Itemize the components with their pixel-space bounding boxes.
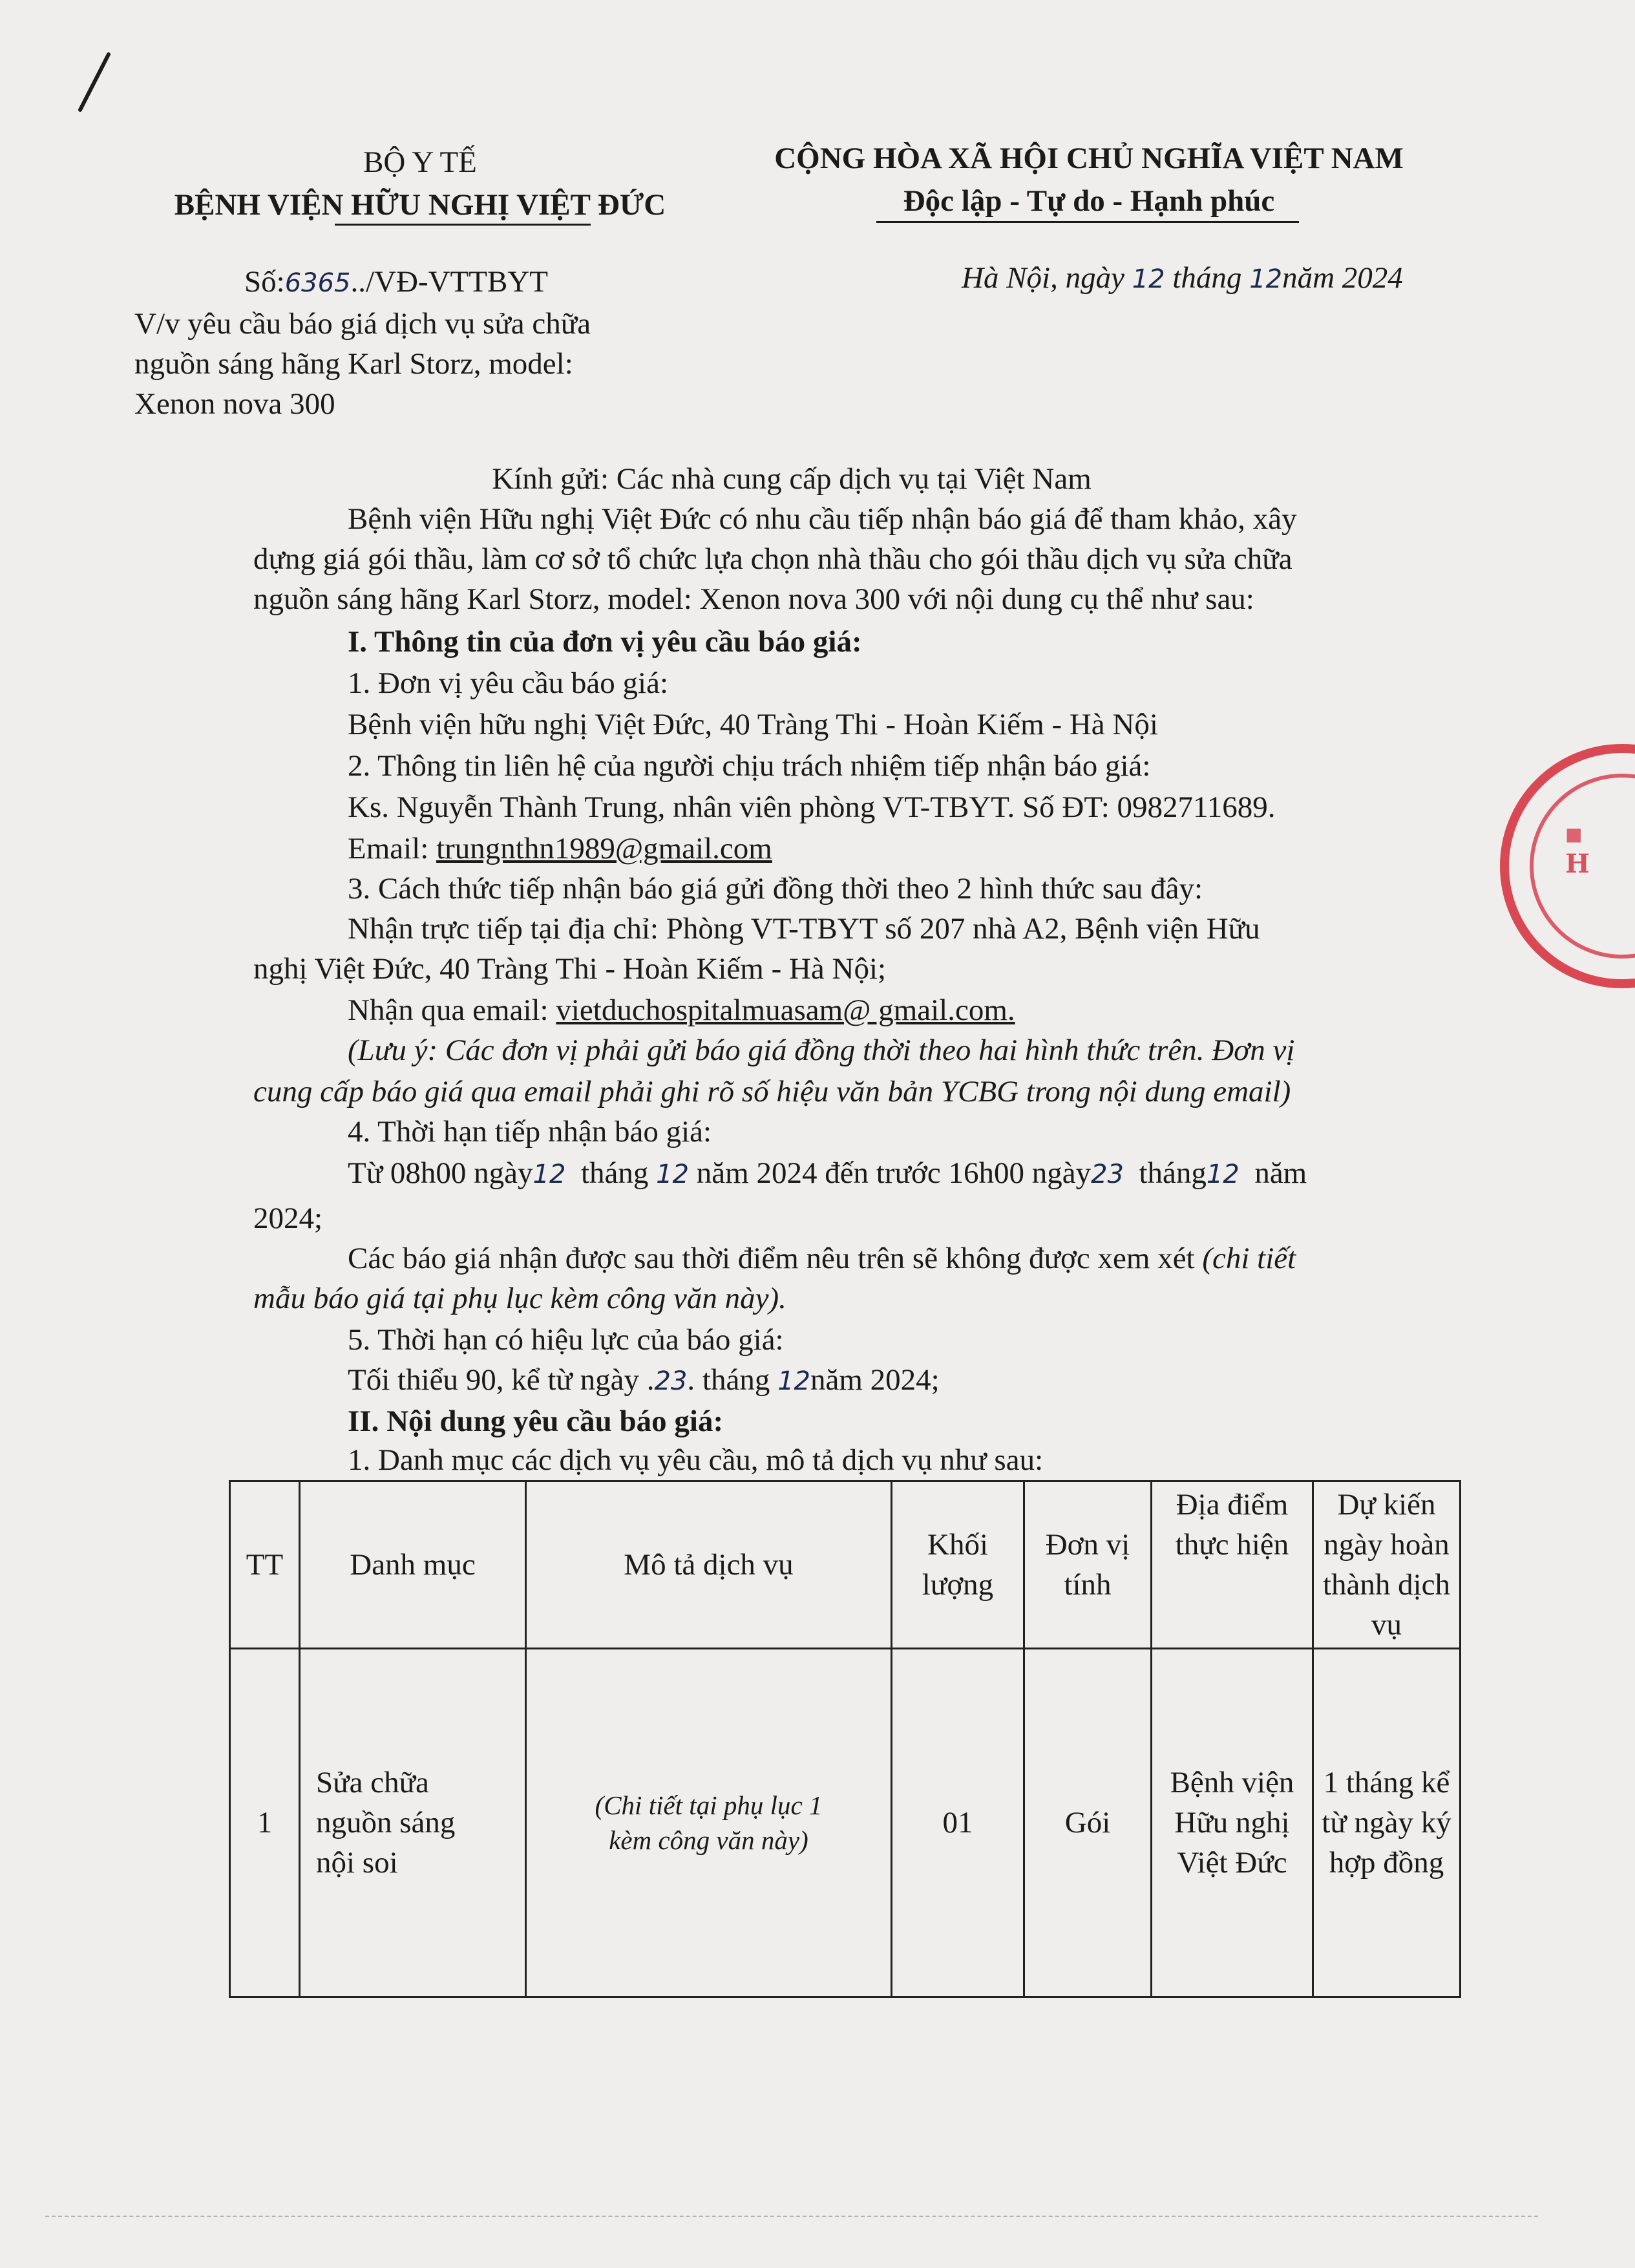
s1-item5-validity xyxy=(348,1359,940,1403)
email-label: Email: xyxy=(348,832,429,865)
ministry-name: BỘ Y TẾ xyxy=(363,145,477,179)
s1-item5-label: 5. Thời hạn có hiệu lực của báo giá: xyxy=(348,1323,784,1357)
table-row xyxy=(230,1649,1461,1997)
s1-item3-line1: Nhận trực tiếp tại địa chỉ: Phòng VT-TBYT số 207 nhà A2, Bệnh viện Hữu xyxy=(348,912,1260,946)
intro-line-1: Bệnh viện Hữu nghị Việt Đức có nhu cầu tiếp nhận báo giá để tham khảo, xây xyxy=(348,502,1297,536)
row-completion-line1: 1 tháng kể xyxy=(1323,1766,1450,1799)
red-seal-stamp xyxy=(1493,737,1635,995)
note-line-2: cung cấp báo giá qua email phải ghi rõ số hiệu văn bản YCBG trong nội dung email) xyxy=(253,1075,1291,1108)
validity-month-handwritten: 12 xyxy=(777,1366,810,1396)
row-category xyxy=(300,1649,526,1997)
greeting: Kính gửi: Các nhà cung cấp dịch vụ tại Việt Nam xyxy=(492,462,1092,496)
s1-item2-label: 2. Thông tin liên hệ của người chịu trách nhiệm tiếp nhận báo giá: xyxy=(348,749,1151,783)
national-motto: Độc lập - Tự do - Hạnh phúc xyxy=(903,184,1275,218)
period-day2-handwritten: 23 xyxy=(1091,1160,1124,1189)
date-month-label: tháng xyxy=(1172,261,1242,295)
document-date xyxy=(962,257,1403,301)
late-line-1 xyxy=(348,1237,1296,1280)
row-description-line1: (Chi tiết tại phụ lục 1 xyxy=(595,1790,823,1820)
period-text-e: năm xyxy=(1254,1156,1307,1190)
intro-line-2: dựng giá gói thầu, làm cơ sở tổ chức lựa chọn nhà thầu cho gói thầu dịch vụ sửa chữa xyxy=(253,542,1292,576)
services-table xyxy=(229,1480,1461,1998)
table-header-row xyxy=(230,1481,1461,1649)
col-quantity-line1: Khối xyxy=(927,1528,988,1562)
col-unit xyxy=(1024,1481,1152,1649)
row-location-line1: Bệnh viện xyxy=(1170,1766,1294,1799)
note-line-1: (Lưu ý: Các đơn vị phải gửi báo giá đồng thời theo hai hình thức trên. Đơn vị xyxy=(348,1033,1295,1067)
period-text-b: tháng xyxy=(580,1156,649,1190)
row-description xyxy=(526,1649,892,1997)
col-description: Mô tả dịch vụ xyxy=(526,1481,892,1649)
motto-underline xyxy=(876,221,1299,223)
row-location-line2: Hữu nghị xyxy=(1174,1806,1290,1839)
intro-line-3: nguồn sáng hãng Karl Storz, model: Xenon nova 300 với nội dung cụ thể như sau: xyxy=(253,582,1254,616)
ref-prefix: Số: xyxy=(244,265,285,299)
subject-line-3: Xenon nova 300 xyxy=(134,387,335,421)
section-2-title: II. Nội dung yêu cầu báo giá: xyxy=(348,1404,724,1438)
late-text-italic: (chi tiết xyxy=(1202,1242,1296,1275)
date-year-label: năm 2024 xyxy=(1282,261,1403,295)
late-text: Các báo giá nhận được sau thời điểm nêu trên sẽ không được xem xét xyxy=(348,1242,1195,1275)
row-completion-line3: hợp đồng xyxy=(1329,1846,1444,1880)
validity-text-b: . tháng xyxy=(687,1363,770,1397)
contact-email-link[interactable]: trungnthn1989@gmail.com xyxy=(436,832,772,865)
validity-text-c: năm 2024; xyxy=(810,1363,940,1397)
row-location xyxy=(1152,1649,1313,1997)
svg-text:H: H xyxy=(1565,849,1590,879)
row-quantity: 01 xyxy=(892,1649,1024,1997)
country-name: CỘNG HÒA XÃ HỘI CHỦ NGHĨA VIỆT NAM xyxy=(774,142,1404,175)
reference-number xyxy=(244,260,548,304)
row-completion-line2: từ ngày ký xyxy=(1322,1806,1451,1839)
procurement-email-link[interactable]: vietduchospitalmuasam@ gmail.com. xyxy=(556,993,1015,1027)
date-place: Hà Nội, ngày xyxy=(962,261,1124,295)
row-tt: 1 xyxy=(230,1649,300,1997)
hospital-name: BỆNH VIỆN HỮU NGHỊ VIỆT ĐỨC xyxy=(174,188,666,222)
validity-day-handwritten: 23 xyxy=(654,1366,688,1396)
row-category-line3: nội soi xyxy=(316,1846,398,1880)
col-category: Danh mục xyxy=(300,1481,526,1649)
col-completion-line3: thành dịch xyxy=(1322,1568,1451,1602)
s1-item3-label: 3. Cách thức tiếp nhận báo giá gửi đồng thời theo 2 hình thức sau đây: xyxy=(348,872,1203,906)
row-category-line1: Sửa chữa xyxy=(316,1766,429,1799)
s1-item3-line2: nghị Việt Đức, 40 Tràng Thi - Hoàn Kiếm - Hà Nội; xyxy=(253,952,887,986)
col-location-line1: Địa điểm xyxy=(1176,1488,1289,1521)
subject-line-1: V/v yêu cầu báo giá dịch vụ sửa chữa xyxy=(134,307,591,341)
col-unit-line2: tính xyxy=(1064,1568,1112,1602)
date-day-handwritten: 12 xyxy=(1132,264,1165,294)
row-location-line3: Việt Đức xyxy=(1177,1846,1287,1880)
s2-item1-label: 1. Danh mục các dịch vụ yêu cầu, mô tả dịch vụ như sau: xyxy=(348,1443,1044,1477)
ref-number-handwritten: 6365 xyxy=(284,268,351,298)
bottom-divider xyxy=(45,2216,1538,2217)
col-location-line2: thực hiện xyxy=(1175,1528,1289,1562)
period-day1-handwritten: 12 xyxy=(533,1160,566,1189)
s1-item4-label: 4. Thời hạn tiếp nhận báo giá: xyxy=(348,1115,712,1149)
ref-suffix: ../VĐ-VTTBYT xyxy=(350,265,548,299)
col-quantity-line2: lượng xyxy=(922,1568,994,1602)
hospital-name-underline xyxy=(335,224,591,226)
s1-item1-value: Bệnh viện hữu nghị Việt Đức, 40 Tràng Thi - Hoàn Kiếm - Hà Nội xyxy=(348,708,1158,741)
period-month2-handwritten: 12 xyxy=(1206,1160,1239,1189)
period-text-d: tháng xyxy=(1139,1156,1207,1190)
section-1-title: I. Thông tin của đơn vị yêu cầu báo giá: xyxy=(348,625,862,659)
s1-item4-period xyxy=(348,1152,1307,1196)
col-completion-line1: Dự kiến xyxy=(1337,1488,1436,1521)
validity-text-a: Tối thiểu 90, kể từ ngày . xyxy=(348,1363,655,1397)
col-quantity xyxy=(892,1481,1024,1649)
date-month-handwritten: 12 xyxy=(1249,264,1283,294)
s1-item1-label: 1. Đơn vị yêu cầu báo giá: xyxy=(348,666,669,700)
col-location xyxy=(1152,1481,1313,1649)
period-text-a: Từ 08h00 ngày xyxy=(348,1156,533,1190)
late-line-2: mẫu báo giá tại phụ lục kèm công văn này). xyxy=(253,1282,786,1315)
row-unit: Gói xyxy=(1024,1649,1152,1997)
period-month1-handwritten: 12 xyxy=(656,1160,690,1189)
col-completion-line4: vụ xyxy=(1371,1608,1402,1642)
s1-item3-email-line xyxy=(348,989,1015,1032)
col-completion xyxy=(1313,1481,1461,1649)
s1-email-line xyxy=(348,827,772,870)
col-tt: TT xyxy=(230,1481,300,1649)
period-text-c: năm 2024 đến trước 16h00 ngày xyxy=(696,1156,1092,1190)
pen-stroke-mark xyxy=(71,50,116,115)
row-category-line2: nguồn sáng xyxy=(316,1806,456,1839)
subject-line-2: nguồn sáng hãng Karl Storz, model: xyxy=(134,347,573,381)
item3-email-label: Nhận qua email: xyxy=(348,993,549,1027)
row-description-line2: kèm công văn này) xyxy=(609,1825,808,1855)
row-completion xyxy=(1313,1649,1461,1997)
s1-item2-value: Ks. Nguyễn Thành Trung, nhân viên phòng VT-TBYT. Số ĐT: 0982711689. xyxy=(348,790,1276,824)
svg-text:■: ■ xyxy=(1565,823,1583,845)
period-year: 2024; xyxy=(253,1202,323,1235)
col-completion-line2: ngày hoàn xyxy=(1324,1528,1450,1562)
col-unit-line1: Đơn vị xyxy=(1045,1528,1130,1562)
